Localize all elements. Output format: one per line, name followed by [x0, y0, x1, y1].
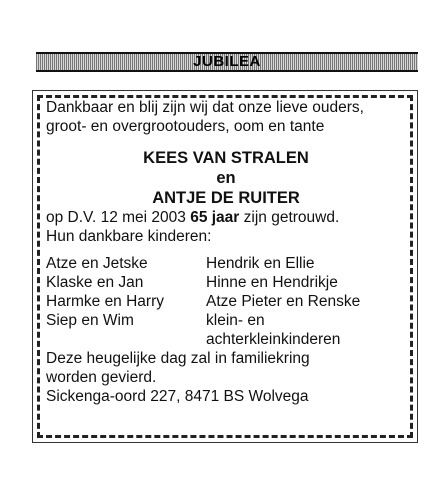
- list-item: Hendrik en Ellie: [206, 255, 315, 272]
- closing-line-1: Deze heugelijke dag zal in familiekring: [46, 350, 310, 367]
- list-item: Harmke en Harry: [46, 293, 164, 310]
- children-column-left: [46, 254, 206, 349]
- list-item: Klaske en Jan: [46, 274, 144, 291]
- married-prefix: op D.V. 12 mei 2003: [46, 209, 191, 226]
- closing-line-2: worden gevierd.: [46, 369, 157, 386]
- list-item: Atze en Jetske: [46, 255, 148, 272]
- children-column-right: [206, 254, 406, 349]
- section-header-bar: [36, 52, 418, 72]
- couple-names: [46, 148, 406, 208]
- list-item: Atze Pieter en Renske: [206, 293, 361, 310]
- section-title: JUBILEA: [193, 53, 261, 70]
- announcement-text: [46, 98, 406, 406]
- married-line: [46, 208, 406, 227]
- address: Sickenga-oord 227, 8471 BS Wolvega: [46, 388, 309, 405]
- name-1: KEES VAN STRALEN: [143, 149, 309, 167]
- married-suffix: zijn getrouwd.: [239, 209, 340, 226]
- children-list: [46, 254, 406, 349]
- intro-line-2: groot- en overgrootouders, oom en tante: [46, 118, 325, 135]
- list-item: klein- en: [206, 312, 265, 329]
- children-intro: Hun dankbare kinderen:: [46, 228, 212, 245]
- list-item: Siep en Wim: [46, 312, 134, 329]
- name-2: ANTJE DE RUITER: [152, 189, 300, 207]
- name-connector: en: [216, 169, 236, 187]
- married-years: 65 jaar: [190, 209, 240, 226]
- list-item: Hinne en Hendrikje: [206, 274, 338, 291]
- intro-line-1: Dankbaar en blij zijn wij dat onze lieve ouders,: [46, 99, 364, 116]
- list-item: achterkleinkinderen: [206, 331, 341, 348]
